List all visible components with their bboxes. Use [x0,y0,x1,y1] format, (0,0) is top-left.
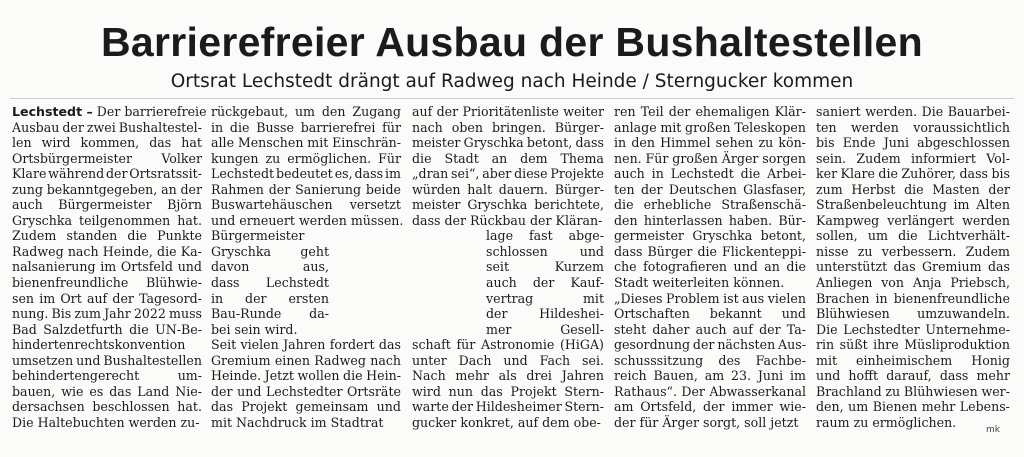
text-line: Radweg nach Heinde, die Ka- [12,243,202,259]
text-line: hindertenrechtskonvention [12,337,186,353]
text-line: Straßenbeleuchtung im Alten [816,197,1010,213]
text-line: Rathaus“. Der Abwasserkanal [614,383,806,399]
text-line: reich Bauen, am 23. Juni im [614,368,806,384]
text-line: auch in Lechstedt die Arbei- [614,166,806,182]
text-line: behindertengerecht um- [12,368,202,384]
article-column-1 [12,104,207,430]
text-line: ren Teil der ehemaligen Klär- [614,104,806,119]
text-line: zung bekanntgegeben, an der [12,181,202,197]
text-line: Stadt weiterleiten können. [614,275,785,291]
text-line: Die Lechstedter Unternehme- [816,321,1010,337]
text-line: Anliegen von Anja Priebsch, [816,275,1010,291]
text-line: warte der Hildesheimer Stern- [412,399,604,415]
text-line: rin süßt ihre Müsliproduktion [816,337,1010,353]
text-line: Gryschka teilgenommen hat. [12,212,202,228]
text-line: nisse zu verbessern. Zudem [816,243,1010,259]
author-signature: mk [986,425,1000,435]
text-line: der Hildeshei- [486,306,604,322]
text-line: Lechstedt bedeutet es, dass im [211,166,401,182]
text-line: ten werden voraussichtlich [816,119,1010,135]
text-line: bienenfreundliche Blühwie- [12,275,202,291]
text-line: raum zu ermöglichen. [816,414,957,430]
text-line: unterstützt das Gremium das [816,259,1010,275]
subheadline: Ortsrat Lechstedt drängt auf Radweg nach Heinde / Sterngucker kommen [170,71,854,92]
text-line: alle Menschen mit Einschrän- [211,135,401,151]
text-line: Ortschaften bekannt und [614,306,806,322]
text-line: in die Busse barrierefrei für [211,119,401,135]
text-line: den hinterlassen haben. Bür- [614,212,806,228]
text-line: Nach mehr als drei Jahren [412,368,604,384]
article-column-2 [211,104,404,430]
text-line: in den Himmel sehen zu kön- [614,135,806,151]
text-line: Lechstedt – Der barrierefreie [12,104,207,119]
text-line: die Stadt an dem Thema [412,150,604,166]
text-line: dass Bürger die Flickenteppi- [614,243,806,259]
text-line: lage fast abge- [486,228,604,244]
article-column-3 [412,104,604,430]
text-line: und erneuert werden müssen. [211,212,404,228]
text-line: sollen, um die Lichtverhält- [816,228,1010,244]
text-line: kungen zu ermöglichen. Für [211,150,401,166]
article-column-5 [816,104,1010,430]
text-line: Brachen in bienenfreundliche [816,290,1010,306]
text-line: Blühwiesen umzuwandeln. [816,306,1010,322]
text-line: rückgebaut, um den Zugang [211,104,401,119]
text-line: das Projekt gemeinsam und [211,399,401,415]
text-line: mit Nachdruck im Stadtrat [211,414,384,430]
text-line: zum Herbst die Masten der [816,181,1010,197]
text-line: dersachsen beschlossen hat. [12,399,202,415]
text-line: meister Gryschka berichtete, [412,197,604,213]
text-line: nung. Bis zum Jahr 2022 muss [12,306,202,322]
text-line: Bad Salzdetfurth die UN-Be- [12,321,202,337]
text-line: gucker konkret, auf dem obe- [412,414,601,430]
text-line: die erhebliche Straßenschä- [614,197,806,213]
text-line: auch Bürgermeister Björn [12,197,202,213]
text-line: che fotografieren und an die [614,259,806,275]
text-line: meister Gryschka betont, dass [412,135,604,151]
text-line: nach oben bringen. Bürger- [412,119,604,135]
text-line: der für Ärger sorgt, soll jetzt [614,414,799,430]
text-line: Klare während der Ortsratssit- [12,166,202,182]
text-line: anlage mit großen Teleskopen [614,119,806,135]
text-line: bauen, wie es das Land Nie- [12,383,202,399]
text-line: auch der Kauf- [486,275,604,291]
text-line: unter Dach und Fach sei. [412,352,604,368]
text-line: gesordnung der nächsten Aus- [614,337,806,353]
text-line: würden halt dauern. Bürger- [412,181,604,197]
text-line: auf der Prioritätenliste weiter [412,104,604,119]
text-line: „dran sei“, aber diese Projekte [412,166,604,182]
text-line: saniert werden. Die Bauarbei- [816,104,1010,119]
text-line: „Dieses Problem ist aus vielen [614,290,806,306]
text-line: Ausbau der zwei Bushaltestel- [12,119,202,135]
text-line: dass der Rückbau der Kläran- [412,212,603,228]
text-line: nen. Für großen Ärger sorgen [614,150,806,166]
dateline: Lechstedt – [12,104,93,119]
text-line: ten der Deutschen Glasfaser, [614,181,806,197]
text-line: Seit vielen Jahren fordert das [211,337,401,353]
text-line: germeister Gryschka betont, [614,228,806,244]
text-line: vertrag mit [486,290,604,306]
article-column-4 [614,104,806,430]
text-line: den, um Bienen mehr Lebens- [816,399,1010,415]
text-line: am Ortsfeld, der immer wie- [614,399,806,415]
text-line: bis Ende Juni abgeschlossen [816,135,1010,151]
text-line: sen im Ort auf der Tagesord- [12,290,202,306]
text-line: sein. Zudem informiert Vol- [816,150,1010,166]
text-line: Buswartehäuschen versetzt [211,197,401,213]
text-line: Zudem standen die Punkte [12,228,202,244]
text-line: Ortsbürgermeister Volker [12,150,202,166]
headline: Barrierefreier Ausbau der Bushaltestellen [101,19,923,65]
text-line: mer Gesell- [486,321,604,337]
text-line: seit Kurzem [486,259,604,275]
text-line: len wird kommen, das hat [12,135,202,151]
text-line: steht daher auch auf der Ta- [614,321,806,337]
text-line: nalsanierung im Ortsfeld und [12,259,202,275]
text-line: dass Lechstedt [211,275,329,291]
text-line: schlossen und [486,243,604,259]
text-line: Brachland zu Blühwiesen wer- [816,383,1010,399]
text-line: schusssitzung des Fachbe- [614,352,806,368]
text-line: Bürgermeister [211,228,305,244]
text-line: bei sein wird. [211,321,298,337]
text-line: Heinde. Jetzt wollen die Hein- [211,368,401,384]
text-line: davon aus, [211,259,329,275]
text-line: Bau-Runde da- [211,306,329,322]
text-line: Rahmen der Sanierung beide [211,181,401,197]
text-line: ker Klare die Zuhörer, dass bis [816,166,1010,182]
text-line: schaft für Astronomie (HiGA) [412,337,604,353]
text-line: Gremium einen Radweg nach [211,352,401,368]
text-line: und hofft darauf, dass mehr [816,368,1010,384]
text-line: Kampweg verlängert werden [816,212,1010,228]
text-line: umsetzen und Bushaltestellen [12,352,202,368]
text-line: wird nun das Projekt Stern- [412,383,604,399]
text-line: Gryschka geht [211,243,329,259]
text-line: mit einheimischem Honig [816,352,1010,368]
text-line: in der ersten [211,290,329,306]
text-line: der und Lechstedter Ortsräte [211,383,401,399]
divider [10,98,1014,99]
text-line: Die Haltebuchten werden zu- [12,414,200,430]
